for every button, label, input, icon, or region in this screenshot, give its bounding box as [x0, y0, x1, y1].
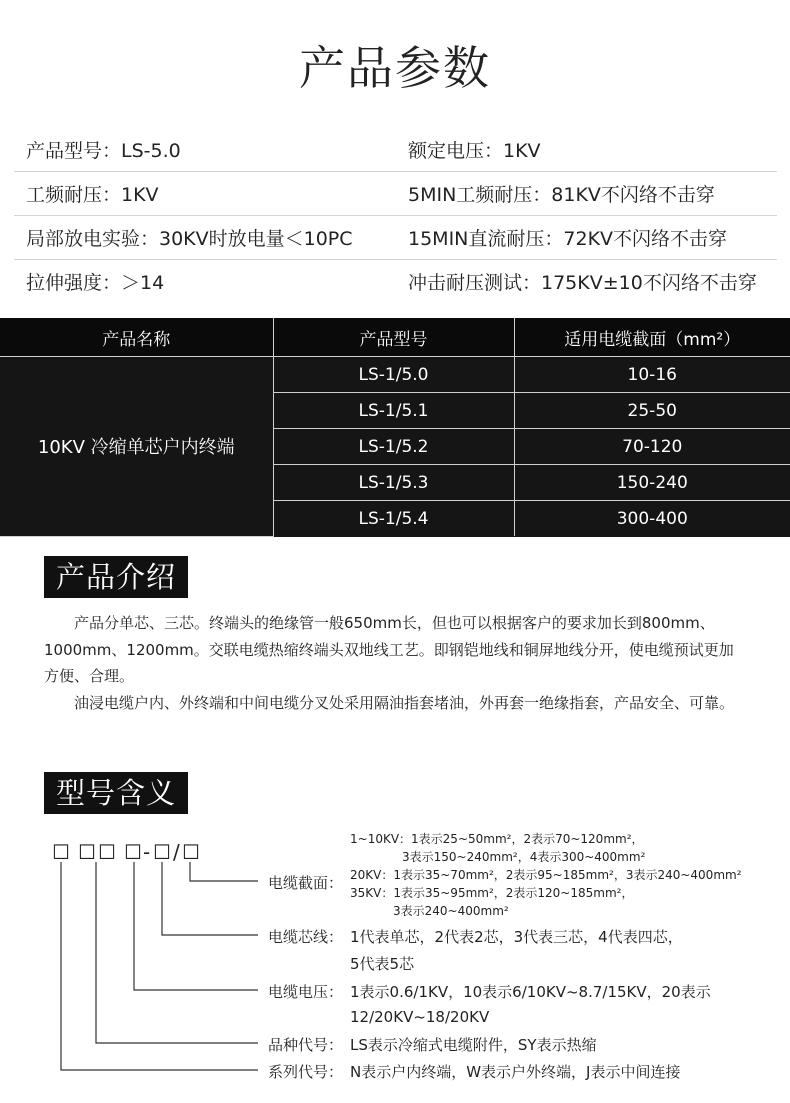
- variety-code-box: ☐: [98, 840, 116, 864]
- section-cell: 70-120: [514, 429, 790, 465]
- section-cell: 150-240: [514, 465, 790, 501]
- variety-code-box: ☐: [78, 840, 96, 864]
- section-line: 3表示240~400mm²: [393, 904, 509, 918]
- spec-table: [0, 318, 790, 537]
- series-label: 系列代号：: [268, 1063, 344, 1081]
- core-line: 1代表单芯，2代表2芯，3代表三芯，4代表四芯，: [350, 928, 683, 946]
- section-line: 35KV：1表示35~95mm²，2表示120~185mm²，: [350, 886, 634, 900]
- pattern-dash: -: [143, 840, 151, 864]
- pattern-slash: /: [173, 840, 180, 864]
- model-meaning-heading: 型号含义: [44, 772, 188, 814]
- voltage-label: 电缆电压：: [268, 983, 344, 1001]
- model-cell: LS-1/5.3: [273, 465, 514, 501]
- series-code-box: ☐: [52, 840, 70, 864]
- param-model: 产品型号：LS-5.0: [26, 140, 181, 162]
- param-row: [14, 260, 777, 303]
- param-tensile: 拉伸强度：＞14: [26, 272, 165, 294]
- section-code-box: ☐: [182, 840, 200, 864]
- table-header-row: [0, 318, 790, 357]
- intro-heading: 产品介绍: [44, 556, 188, 598]
- param-rated-voltage: 额定电压：1KV: [408, 140, 541, 162]
- intro-paragraph: 产品分单芯、三芯。终端头的绝缘管一般650mm长，但也可以根据客户的要求加长到800mm、1000mm、1200mm。交联电缆热缩终端头双地线工艺。即钢铠地线和铜屏地线分开，使电缆预试更加方便、合理。: [44, 614, 734, 685]
- section-cell: 25-50: [514, 393, 790, 429]
- header-section: 适用电缆截面（mm²）: [514, 318, 790, 357]
- section-cell: 10-16: [514, 357, 790, 393]
- header-model: 产品型号: [273, 318, 514, 357]
- intro-paragraph: 油浸电缆户内、外终端和中间电缆分叉处采用隔油指套堵油，外再套一绝缘指套，产品安全、可靠。: [74, 693, 735, 712]
- model-cell: LS-1/5.4: [273, 501, 514, 537]
- param-15min-dc: 15MIN直流耐压：72KV不闪络不击穿: [408, 228, 728, 250]
- param-row: [14, 128, 777, 172]
- param-power-frequency: 工频耐压：1KV: [26, 184, 159, 206]
- table-row: [0, 357, 790, 393]
- intro-text: [44, 610, 734, 716]
- core-line: 5代表5芯: [350, 955, 415, 973]
- section-line: 1~10KV：1表示25~50mm²，2表示70~120mm²，: [350, 832, 644, 846]
- model-diagram: [0, 820, 790, 1103]
- header-product-name: 产品名称: [0, 318, 273, 357]
- voltage-line: 12/20KV~18/20KV: [350, 1008, 490, 1026]
- param-row: [14, 172, 777, 216]
- core-label: 电缆芯线：: [268, 928, 344, 946]
- model-cell: LS-1/5.2: [273, 429, 514, 465]
- series-line: N表示户内终端，W表示户外终端，J表示中间连接: [350, 1063, 681, 1081]
- section-line: 20KV：1表示35~70mm²，2表示95~185mm²，3表示240~400mm²: [350, 868, 742, 882]
- voltage-line: 1表示0.6/1KV，10表示6/10KV~8.7/15KV，20表示: [350, 983, 711, 1001]
- model-cell: LS-1/5.1: [273, 393, 514, 429]
- model-cell: LS-1/5.0: [273, 357, 514, 393]
- section-line: 3表示150~240mm²，4表示300~400mm²: [402, 850, 646, 864]
- param-partial-discharge: 局部放电实验：30KV时放电量＜10PC: [26, 228, 353, 250]
- product-name-cell: 10KV 冷缩单芯户内终端: [0, 357, 273, 537]
- parameter-list: [14, 128, 777, 303]
- core-code-box: ☐: [153, 840, 171, 864]
- section-cell: 300-400: [514, 501, 790, 537]
- voltage-code-box: ☐: [124, 840, 142, 864]
- variety-line: LS表示冷缩式电缆附件，SY表示热缩: [350, 1036, 597, 1054]
- page-title: 产品参数: [299, 41, 491, 95]
- param-5min-withstand: 5MIN工频耐压：81KV不闪络不击穿: [408, 184, 715, 206]
- variety-label: 品种代号：: [268, 1036, 344, 1054]
- param-row: [14, 216, 777, 260]
- param-impulse: 冲击耐压测试：175KV±10不闪络不击穿: [408, 272, 757, 294]
- section-label: 电缆截面：: [268, 874, 344, 892]
